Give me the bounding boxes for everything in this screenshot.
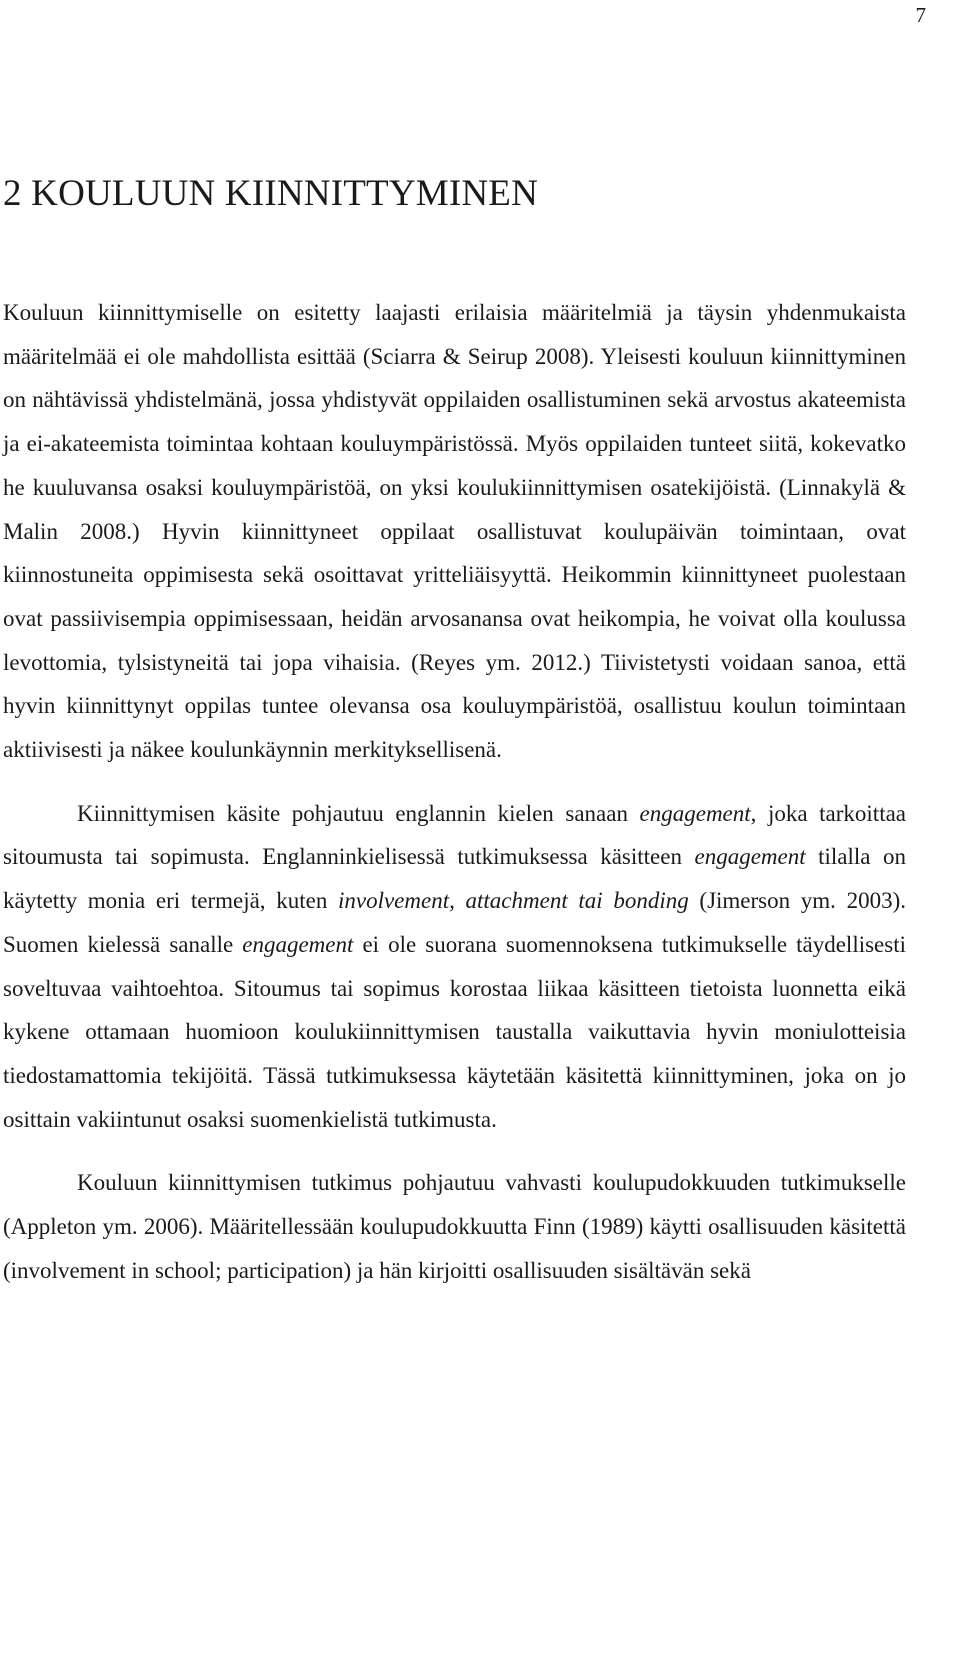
paragraph-text-segment: (Jimerson ym. 2003). Suomen kielessä sanalle (3, 888, 906, 957)
page-number: 7 (915, 3, 926, 27)
italic-term: engagement (242, 931, 354, 957)
body-text (3, 291, 906, 1292)
italic-term: engagement (694, 844, 806, 870)
paragraph-dropout-research: Kouluun kiinnittymisen tutkimus pohjautuu vahvasti koulupudokkuuden tutkimukselle (Appleton ym. 2006). Määritellessään koulupudokkuutta Finn (1989) käytti osallisuuden käsitettä (involvement in school; participation) ja hän kirjoitti osallisuuden sisältävän sekä (3, 1170, 906, 1283)
italic-term: engagement (639, 800, 751, 826)
italic-term: involvement, attachment tai bonding (337, 888, 689, 914)
paragraph-definitions: Kouluun kiinnittymiselle on esitetty laajasti erilaisia määritelmiä ja täysin yhdenmukaista määritelmää ei ole mahdollista esittää (Sciarra & Seirup 2008). Yleisesti kouluun kiinnittyminen on nähtävissä yhdistelmänä, jossa yhdistyvät oppilaiden osallistuminen sekä arvostus akateemista ja ei-akateemista toimintaa kohtaan kouluympäristössä. Myös oppilaiden tunteet siitä, kokevatko he kuuluvansa osaksi kouluympäristöä, on yksi koulukiinnittymisen osatekijöistä. (Linnakylä & Malin 2008.) Hyvin kiinnittyneet oppilaat osallistuvat koulupäivän toimintaan, ovat kiinnostuneita oppimisesta sekä osoittavat yritteliäisyyttä. Heikommin kiinnittyneet puolestaan ovat passiivisempia oppimisessaan, heidän arvosanansa ovat heikompia, he voivat olla koulussa levottomia, tylsistyneitä tai jopa vihaisia. (Reyes ym. 2012.) Tiivistetysti voidaan sanoa, että hyvin kiinnittynyt oppilas tuntee olevansa osa kouluympäristöä, osallistuu koulun toimintaan aktiivisesti ja näkee koulunkäynnin merkityksellisenä. (3, 300, 906, 763)
chapter-heading: 2 KOULUUN KIINNITTYMINEN (3, 173, 539, 214)
paragraph-text-segment: , joka tarkoittaa sitoumusta tai sopimusta. Englanninkielisessä tutkimuksessa käsitteen (3, 800, 907, 870)
paragraph-text-segment: Kiinnittymisen käsite pohjautuu englannin kielen sanaan (77, 800, 640, 826)
paragraph-text-segment: ei ole suorana suomennoksena tutkimukselle täydellisesti soveltuvaa vaihtoehtoa. Sitoumus tai sopimus korostaa liikaa käsitteen tietoista luonnetta eikä kykene ottamaan huomioon koulukiinnittymisen taustalla vaikuttavia hyvin moniulotteisia tiedostamattomia tekijöitä. Tässä tutkimuksessa käytetään käsitettä kiinnittyminen, joka on jo osittain vakiintunut osaksi suomenkielistä tutkimusta. (3, 931, 906, 1132)
paragraph-text-segment: tilalla on käytetty monia eri termejä, kuten (3, 844, 907, 914)
paragraph-concept-origin (3, 792, 906, 1142)
